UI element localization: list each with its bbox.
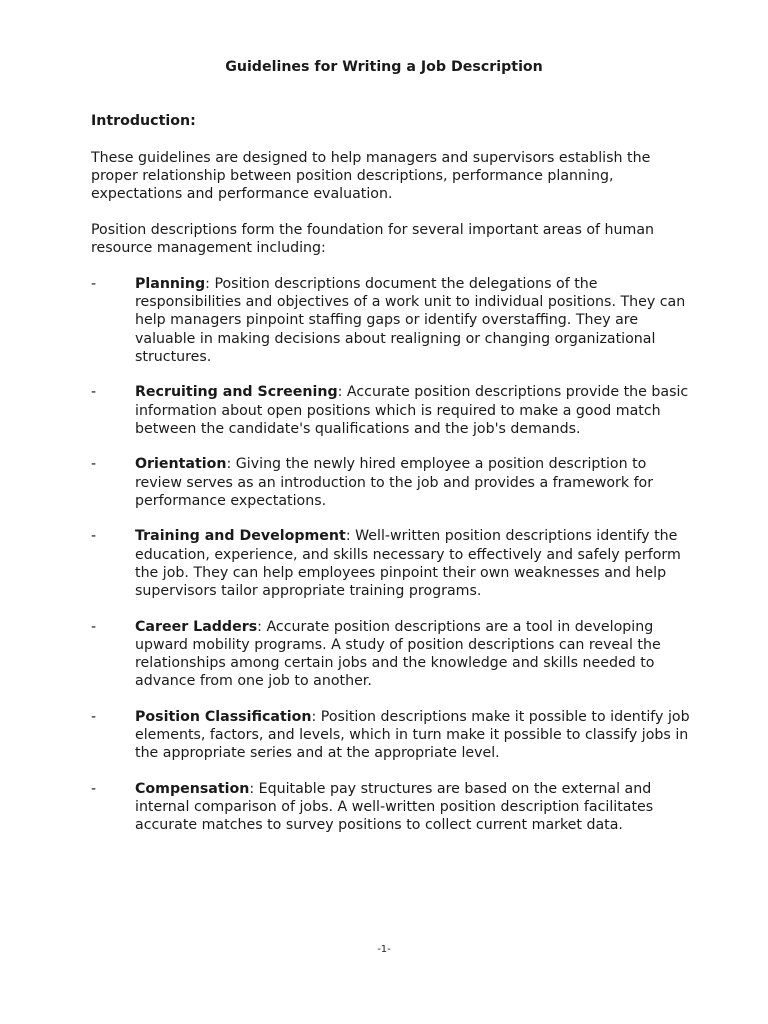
list-item-orientation — [91, 455, 691, 510]
bullet-text: : Position descriptions make it possible to identify job elements, factors, and levels, which in turn make it possible to classify jobs in the appropriate series and at the appropriate level. — [135, 708, 690, 762]
bullet-term: Orientation — [135, 456, 227, 473]
bullet-text: : Well-written position descriptions identify the education, experience, and skills necessary to effectively and safely perform the job. They can help employees pinpoint their own weaknesses and help supervisors tailor appropriate training programs. — [135, 528, 681, 600]
bullet-dash: - — [91, 384, 97, 401]
bullet-text: : Accurate position descriptions provide the basic information about open positions which is required to make a good match between the candidate's qualifications and the job's demands. — [135, 384, 689, 437]
list-item-planning — [91, 275, 691, 366]
bullet-term: Recruiting and Screening — [135, 384, 338, 401]
bullet-dash: - — [91, 618, 97, 635]
intro-paragraph: These guidelines are designed to help managers and supervisors establish the proper relationship between position descriptions, performance planning, expectations and performance evaluation. — [91, 150, 651, 203]
foundation-paragraph: Position descriptions form the foundation for several important areas of human resource management including: — [91, 222, 655, 257]
list-item-career-ladders — [91, 618, 691, 691]
bullet-text: : Giving the newly hired employee a position description to review serves as an introduction to the job and provides a framework for performance expectations. — [135, 456, 654, 509]
bullet-text: : Accurate position descriptions are a tool in developing upward mobility programs. A study of position descriptions can reveal the relationships among certain jobs and the knowledge and skills needed to advance from one job to another. — [135, 618, 661, 690]
bullet-dash: - — [91, 528, 97, 545]
bullet-dash: - — [91, 708, 97, 725]
bullet-dash: - — [91, 456, 97, 473]
bullet-term: Training and Development — [135, 528, 346, 545]
hr-areas-list — [91, 275, 691, 852]
bullet-dash: - — [91, 276, 97, 292]
list-item-compensation — [91, 780, 691, 835]
page-number: -1- — [377, 944, 391, 955]
list-item-training — [91, 527, 691, 600]
bullet-term: Planning — [135, 276, 206, 292]
bullet-dash: - — [91, 780, 97, 797]
list-item-classification — [91, 708, 691, 763]
bullet-term: Compensation — [135, 780, 250, 797]
introduction-heading: Introduction: — [91, 113, 196, 129]
document-title: Guidelines for Writing a Job Description — [225, 59, 543, 75]
bullet-term: Career Ladders — [135, 618, 258, 635]
list-item-recruiting — [91, 383, 691, 438]
bullet-text: : Position descriptions document the delegations of the responsibilities and objectives of a work unit to individual positions. They can help managers pinpoint staffing gaps or identify overstaffing. They are valuable in making decisions about realigning or changing organizational structures. — [135, 276, 686, 365]
bullet-text: : Equitable pay structures are based on the external and internal comparison of jobs. A well-written position description facilitates accurate matches to survey positions to collect current market data. — [135, 780, 654, 834]
bullet-term: Position Classification — [135, 708, 312, 725]
